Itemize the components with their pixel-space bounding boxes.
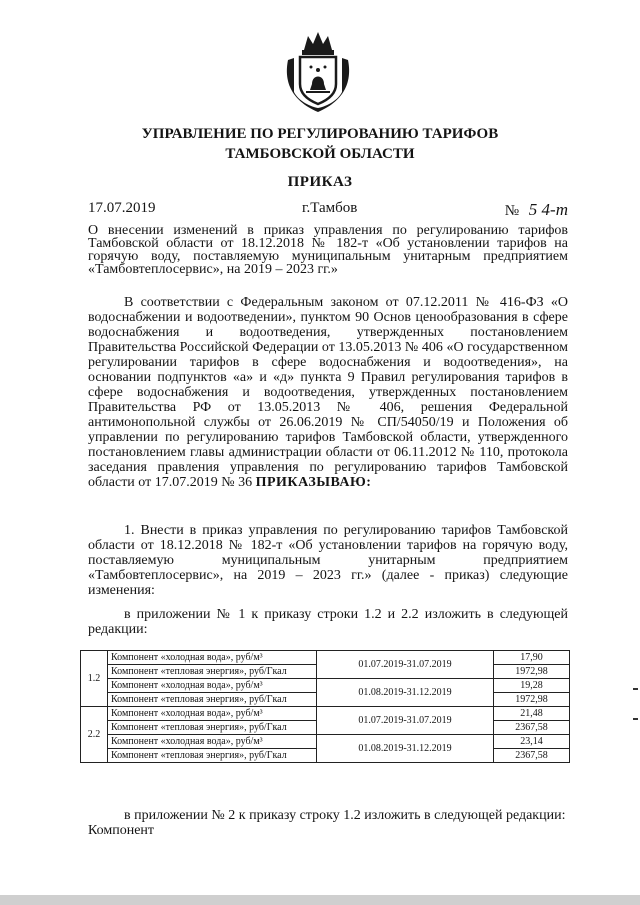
value-cell: 17,90 bbox=[494, 651, 570, 665]
org-line-2: ТАМБОВСКОЙ ОБЛАСТИ bbox=[225, 146, 415, 162]
preamble-text: В соответствии с Федеральным законом от 07.12.2011 № 416-ФЗ «О водоснабжении и водоотведении», пунктом 90 Основ ценообразования в сфере водоснабжения и водоотведения, утвержденных постановлением Правительства Российской Федерации от 13.05.2013 № 406 «О государственном регулировании тарифов в сфере водоснабжения и водоотведения», на основании подпунктов «а» и «д» пункта 9 Правил регулирования тарифов в сфере водоснабжения и водоотведения, утвержденных постановлением Правительства РФ от 13.05.2013 № 406, решения Федеральной антимонопольной службы от 26.06.2019 № СП/54050/19 и Положения об управлении по регулированию тарифов Тамбовской области, утвержденного постановлением главы администрации области от 06.11.2012 № 110, протокола заседания правления управления по регулированию тарифов Тамбовской области от 17.07.2019 № 36 bbox=[88, 295, 568, 490]
org-line-1: УПРАВЛЕНИЕ ПО РЕГУЛИРОВАНИЮ ТАРИФОВ bbox=[141, 126, 499, 142]
item-1-paragraph: 1. Внести в приказ управления по регулированию тарифов Тамбовской области от 18.12.2018 № 182-т «Об установлении тарифов на горячую воду, поставляемую муниципальным унитарным предприятием «Тамбовтеплосервис», на 2019 – 2023 гг.» (далее - приказ) следующие изменения: bbox=[88, 523, 568, 598]
period-cell: 01.08.2019-31.12.2019 bbox=[317, 679, 494, 707]
order-word: ПРИКАЗЫВАЮ: bbox=[255, 475, 372, 490]
component-cell: Компонент «тепловая энергия», руб/Гкал bbox=[108, 693, 317, 707]
item-1-sub-2-text: в приложении № 2 к приказу строку 1.2 изложить в следующей редакции: bbox=[124, 808, 566, 823]
document-date: 17.07.2019 bbox=[88, 200, 156, 216]
item-1-sub-2 bbox=[88, 808, 568, 838]
document-place: г.Тамбов bbox=[302, 200, 358, 216]
document-meta bbox=[88, 200, 568, 220]
value-cell: 23,14 bbox=[494, 735, 570, 749]
value-cell: 1972,98 bbox=[494, 693, 570, 707]
item-1-sub-1: в приложении № 1 к приказу строки 1.2 и 2.2 изложить в следующей редакции: bbox=[88, 607, 568, 637]
component-cell: Компонент «тепловая энергия», руб/Гкал bbox=[108, 721, 317, 735]
component-cell: Компонент «тепловая энергия», руб/Гкал bbox=[108, 749, 317, 763]
component-cell: Компонент «холодная вода», руб/м³ bbox=[108, 651, 317, 665]
component-cell: Компонент «тепловая энергия», руб/Гкал bbox=[108, 665, 317, 679]
period-cell: 01.07.2019-31.07.2019 bbox=[317, 707, 494, 735]
document-type: ПРИКАЗ bbox=[287, 174, 353, 190]
value-cell: 21,48 bbox=[494, 707, 570, 721]
table-row bbox=[81, 679, 570, 693]
scan-edge bbox=[0, 895, 640, 905]
component-cell: Компонент «холодная вода», руб/м³ bbox=[108, 735, 317, 749]
coat-of-arms-icon bbox=[282, 30, 354, 114]
tariff-table bbox=[80, 650, 570, 763]
component-cell: Компонент «холодная вода», руб/м³ bbox=[108, 679, 317, 693]
value-cell: 2367,58 bbox=[494, 749, 570, 763]
period-cell: 01.08.2019-31.12.2019 bbox=[317, 735, 494, 763]
handwritten-number: 5 4-т bbox=[528, 200, 568, 219]
organization-name bbox=[0, 124, 640, 164]
table-row bbox=[81, 707, 570, 721]
value-cell: 2367,58 bbox=[494, 721, 570, 735]
component-cell: Компонент «холодная вода», руб/м³ bbox=[108, 707, 317, 721]
scan-margin-mark bbox=[633, 688, 638, 690]
row-index: 2.2 bbox=[81, 707, 108, 763]
scan-margin-mark bbox=[633, 718, 638, 720]
preamble-paragraph bbox=[88, 295, 568, 490]
table-row bbox=[81, 735, 570, 749]
cut-off-text: Компонент bbox=[88, 823, 155, 838]
period-cell: 01.07.2019-31.07.2019 bbox=[317, 651, 494, 679]
value-cell: 1972,98 bbox=[494, 665, 570, 679]
number-prefix: № bbox=[504, 203, 520, 219]
document-subject: О внесении изменений в приказ управления по регулированию тарифов Тамбовской области от 18.12.2018 № 182-т «Об установлении тарифов на горячую воду, поставляемую муниципальным унитарным предприятием «Тамбовтеплосервис», на 2019 – 2023 гг.» bbox=[88, 223, 568, 277]
value-cell: 19,28 bbox=[494, 679, 570, 693]
row-index: 1.2 bbox=[81, 651, 108, 707]
table-row bbox=[81, 651, 570, 665]
document-number bbox=[505, 200, 568, 220]
